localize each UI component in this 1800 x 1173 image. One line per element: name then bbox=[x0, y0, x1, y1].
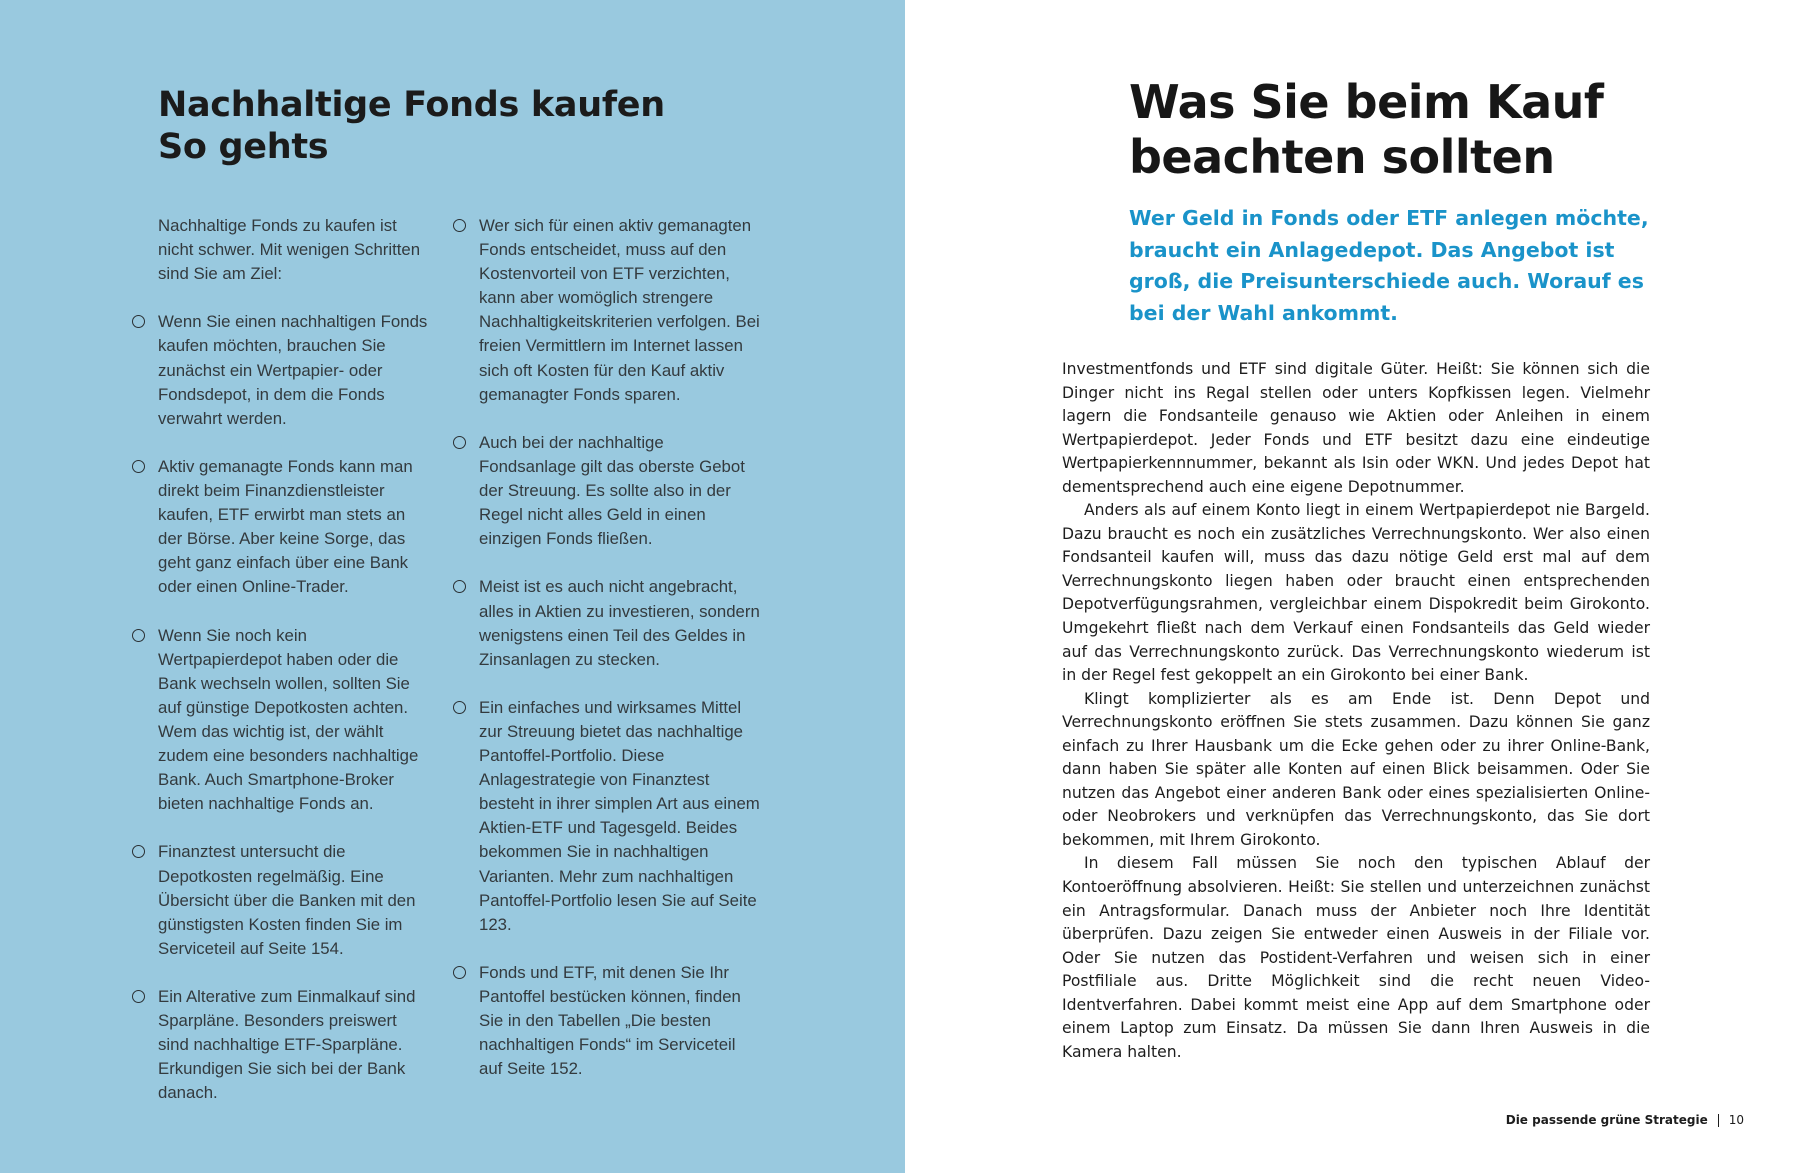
page-number: 10 bbox=[1728, 1113, 1744, 1127]
circle-bullet-icon bbox=[453, 966, 466, 979]
list-item-text: Ein Alterative zum Einmalkauf sind Sparpläne. Besonders preiswert sind nachhaltige ETF-Sparpläne. Erkundigen Sie sich bei der Bank danach. bbox=[158, 987, 416, 1103]
list-item-text: Wer sich für einen aktiv gemanagten Fonds entscheidet, muss auf den Kostenvorteil von ETF verzichten, kann aber womöglich strengere Nachhaltigkeitskriterien verfolgen. Bei freien Vermittlern im Internet lassen sich oft Kosten für den Kauf aktiv gemanagter Fonds sparen. bbox=[479, 216, 760, 404]
list-item bbox=[158, 840, 430, 960]
list-item-text: Finanztest untersucht die Depotkosten regelmäßig. Eine Übersicht über die Banken mit den günstigsten Kosten finden Sie im Serviceteil auf Seite 154. bbox=[158, 842, 416, 958]
list-item-text: Aktiv gemanagte Fonds kann man direkt beim Finanzdienstleister kaufen, ETF erwirbt man stets an der Börse. Aber keine Sorge, das geht ganz einfach über eine Bank oder einen Online-Trader. bbox=[158, 456, 413, 597]
right-title-line-1: Was Sie beim Kauf bbox=[1129, 75, 1604, 129]
list-item-text: Auch bei der nachhaltige Fondsanlage gilt das oberste Gebot der Streuung. Es sollte also in der Regel nicht alles Geld in einen einzigen Fonds fließen. bbox=[479, 432, 745, 549]
circle-bullet-icon bbox=[132, 460, 145, 473]
lead-paragraph: Wer Geld in Fonds oder ETF anlegen möchte, braucht ein Anlagedepot. Das Angebot ist groß, die Preisunterschiede auch. Worauf es bei der Wahl ankommt. bbox=[1129, 206, 1649, 325]
circle-bullet-icon bbox=[132, 315, 145, 328]
circle-bullet-icon bbox=[132, 629, 145, 642]
footer-section-title: Die passende grüne Strategie bbox=[1505, 1113, 1708, 1127]
circle-bullet-icon bbox=[132, 990, 145, 1003]
body-paragraph: Klingt komplizierter als es am Ende ist. Denn Depot und Verrechnungskonto eröffnen Sie stets zusammen. Dazu können Sie ganz einfach zu Ihrer Hausbank um die Ecke gehen oder zu ihrer Online-Bank, dann haben Sie später alle Konten auf einen Blick beisammen. Oder Sie nutzen das Angebot einer anderen Bank oder eines spezialisierten Online- oder Neobrokers und verknüpfen das Verrechnungskonto, das Sie dort bekommen, mit Ihrem Girokonto. bbox=[1062, 689, 1650, 849]
body-paragraph: Anders als auf einem Konto liegt in einem Wertpapierdepot nie Bargeld. Dazu braucht es noch ein zusätzliches Verrechnungskonto. Wer also einen Fondsanteil kaufen will, muss das dazu nötige Geld erst mal auf dem Verrechnungskonto liegen haben oder braucht einen entsprechenden Depotverfügungsrahmen, vergleichbar einem Dispokredit beim Girokonto. Umgekehrt fließt nach dem Verkauf einen Fondsanteils das Geld wieder auf das Verrechnungskonto zurück. Das Verrechnungskonto wiederum ist in der Regel fest gekoppelt an ein Girokonto bei einer Bank. bbox=[1062, 501, 1650, 685]
circle-bullet-icon bbox=[132, 845, 145, 858]
list-item-text: Meist ist es auch nicht angebracht, alles in Aktien zu investieren, sondern wenigstens einen Teil des Geldes in Zinsanlagen zu stecken. bbox=[479, 577, 760, 669]
list-item bbox=[479, 961, 761, 1081]
list-item bbox=[479, 696, 761, 937]
circle-bullet-icon bbox=[453, 219, 466, 232]
circle-bullet-icon bbox=[453, 436, 466, 449]
page-footer bbox=[1506, 1112, 1744, 1128]
body-paragraph: In diesem Fall müssen Sie noch den typischen Ablauf der Kontoeröffnung absolvieren. Heißt: Sie stellen und unterzeichnen zunächst ein Antragsformular. Danach muss der Anbieter noch Ihre Identität überprüfen. Dazu zeigen Sie entweder einen Ausweis in der Filiale vor. Oder Sie nutzen das Postident-Verfahren und weisen sich in einer Postfiliale aus. Dritte Möglichkeit sind die recht neuen Video-Identverfahren. Dabei kommt meist eine App auf dem Smartphone oder einem Laptop zum Einsatz. Da müssen Sie dann Ihren Ausweis in die Kamera halten. bbox=[1062, 854, 1650, 1061]
list-item bbox=[158, 455, 430, 600]
left-title-line-1: Nachhaltige Fonds kaufen bbox=[158, 85, 665, 125]
list-item-text: Wenn Sie einen nachhaltigen Fonds kaufen möchten, brauchen Sie zunächst ein Wertpapier- oder Fondsdepot, in dem die Fonds verwahrt werden. bbox=[158, 312, 428, 428]
circle-bullet-icon bbox=[453, 701, 466, 714]
article-body bbox=[1062, 358, 1650, 1064]
left-column-1 bbox=[158, 214, 430, 1130]
list-item-text: Fonds und ETF, mit denen Sie Ihr Pantoffel bestücken können, finden Sie in den Tabellen „Die besten nachhaltigen Fonds“ im Serviceteil auf Seite 152. bbox=[479, 962, 741, 1079]
list-item bbox=[479, 431, 761, 551]
intro-text: Nachhaltige Fonds zu kaufen ist nicht schwer. Mit wenigen Schritten sind Sie am Ziel: bbox=[158, 216, 421, 284]
body-paragraph: Investmentfonds und ETF sind digitale Güter. Heißt: Sie können sich die Dinger nicht ins Regal stellen oder unters Kopfkissen legen. Vielmehr lagern die Fondsanteile genauso wie Aktien oder Anleihen in einem Wertpapierdepot. Jeder Fonds und ETF besitzt dazu eine eindeutige Wertpapierkennnummer, bekannt als Isin oder WKN. Und jedes Depot hat dementsprechend auch eine eigene Depotnummer. bbox=[1062, 360, 1650, 496]
list-item bbox=[158, 985, 430, 1105]
list-item bbox=[158, 624, 430, 817]
circle-bullet-icon bbox=[453, 580, 466, 593]
list-item-text: Ein einfaches und wirksames Mittel zur Streuung bietet das nachhaltige Pantoffel-Portfolio. Diese Anlagestrategie von Finanztest besteht in ihrer simplen Art aus einem Aktien-ETF und Tagesgeld. Beides bekommen Sie in nachhaltigen Varianten. Mehr zum nachhaltigen Pantoffel-Portfolio lesen Sie auf Seite 123. bbox=[479, 697, 760, 934]
right-title-line-2: beachten sollten bbox=[1129, 130, 1555, 184]
left-page-title bbox=[158, 84, 665, 168]
left-column-2 bbox=[479, 214, 761, 1105]
footer-divider bbox=[1718, 1114, 1719, 1127]
list-item bbox=[479, 575, 761, 671]
list-item bbox=[479, 214, 761, 407]
list-item-text: Wenn Sie noch kein Wertpapierdepot haben oder die Bank wechseln wollen, sollten Sie auf günstige Depotkosten achten. Wem das wichtig ist, der wählt zudem eine besonders nachhaltige Bank. Auch Smartphone-Broker bieten nachhaltige Fonds an. bbox=[158, 625, 419, 814]
right-page-title bbox=[1129, 75, 1603, 185]
list-item bbox=[158, 310, 430, 430]
left-title-line-2: So gehts bbox=[158, 127, 329, 167]
